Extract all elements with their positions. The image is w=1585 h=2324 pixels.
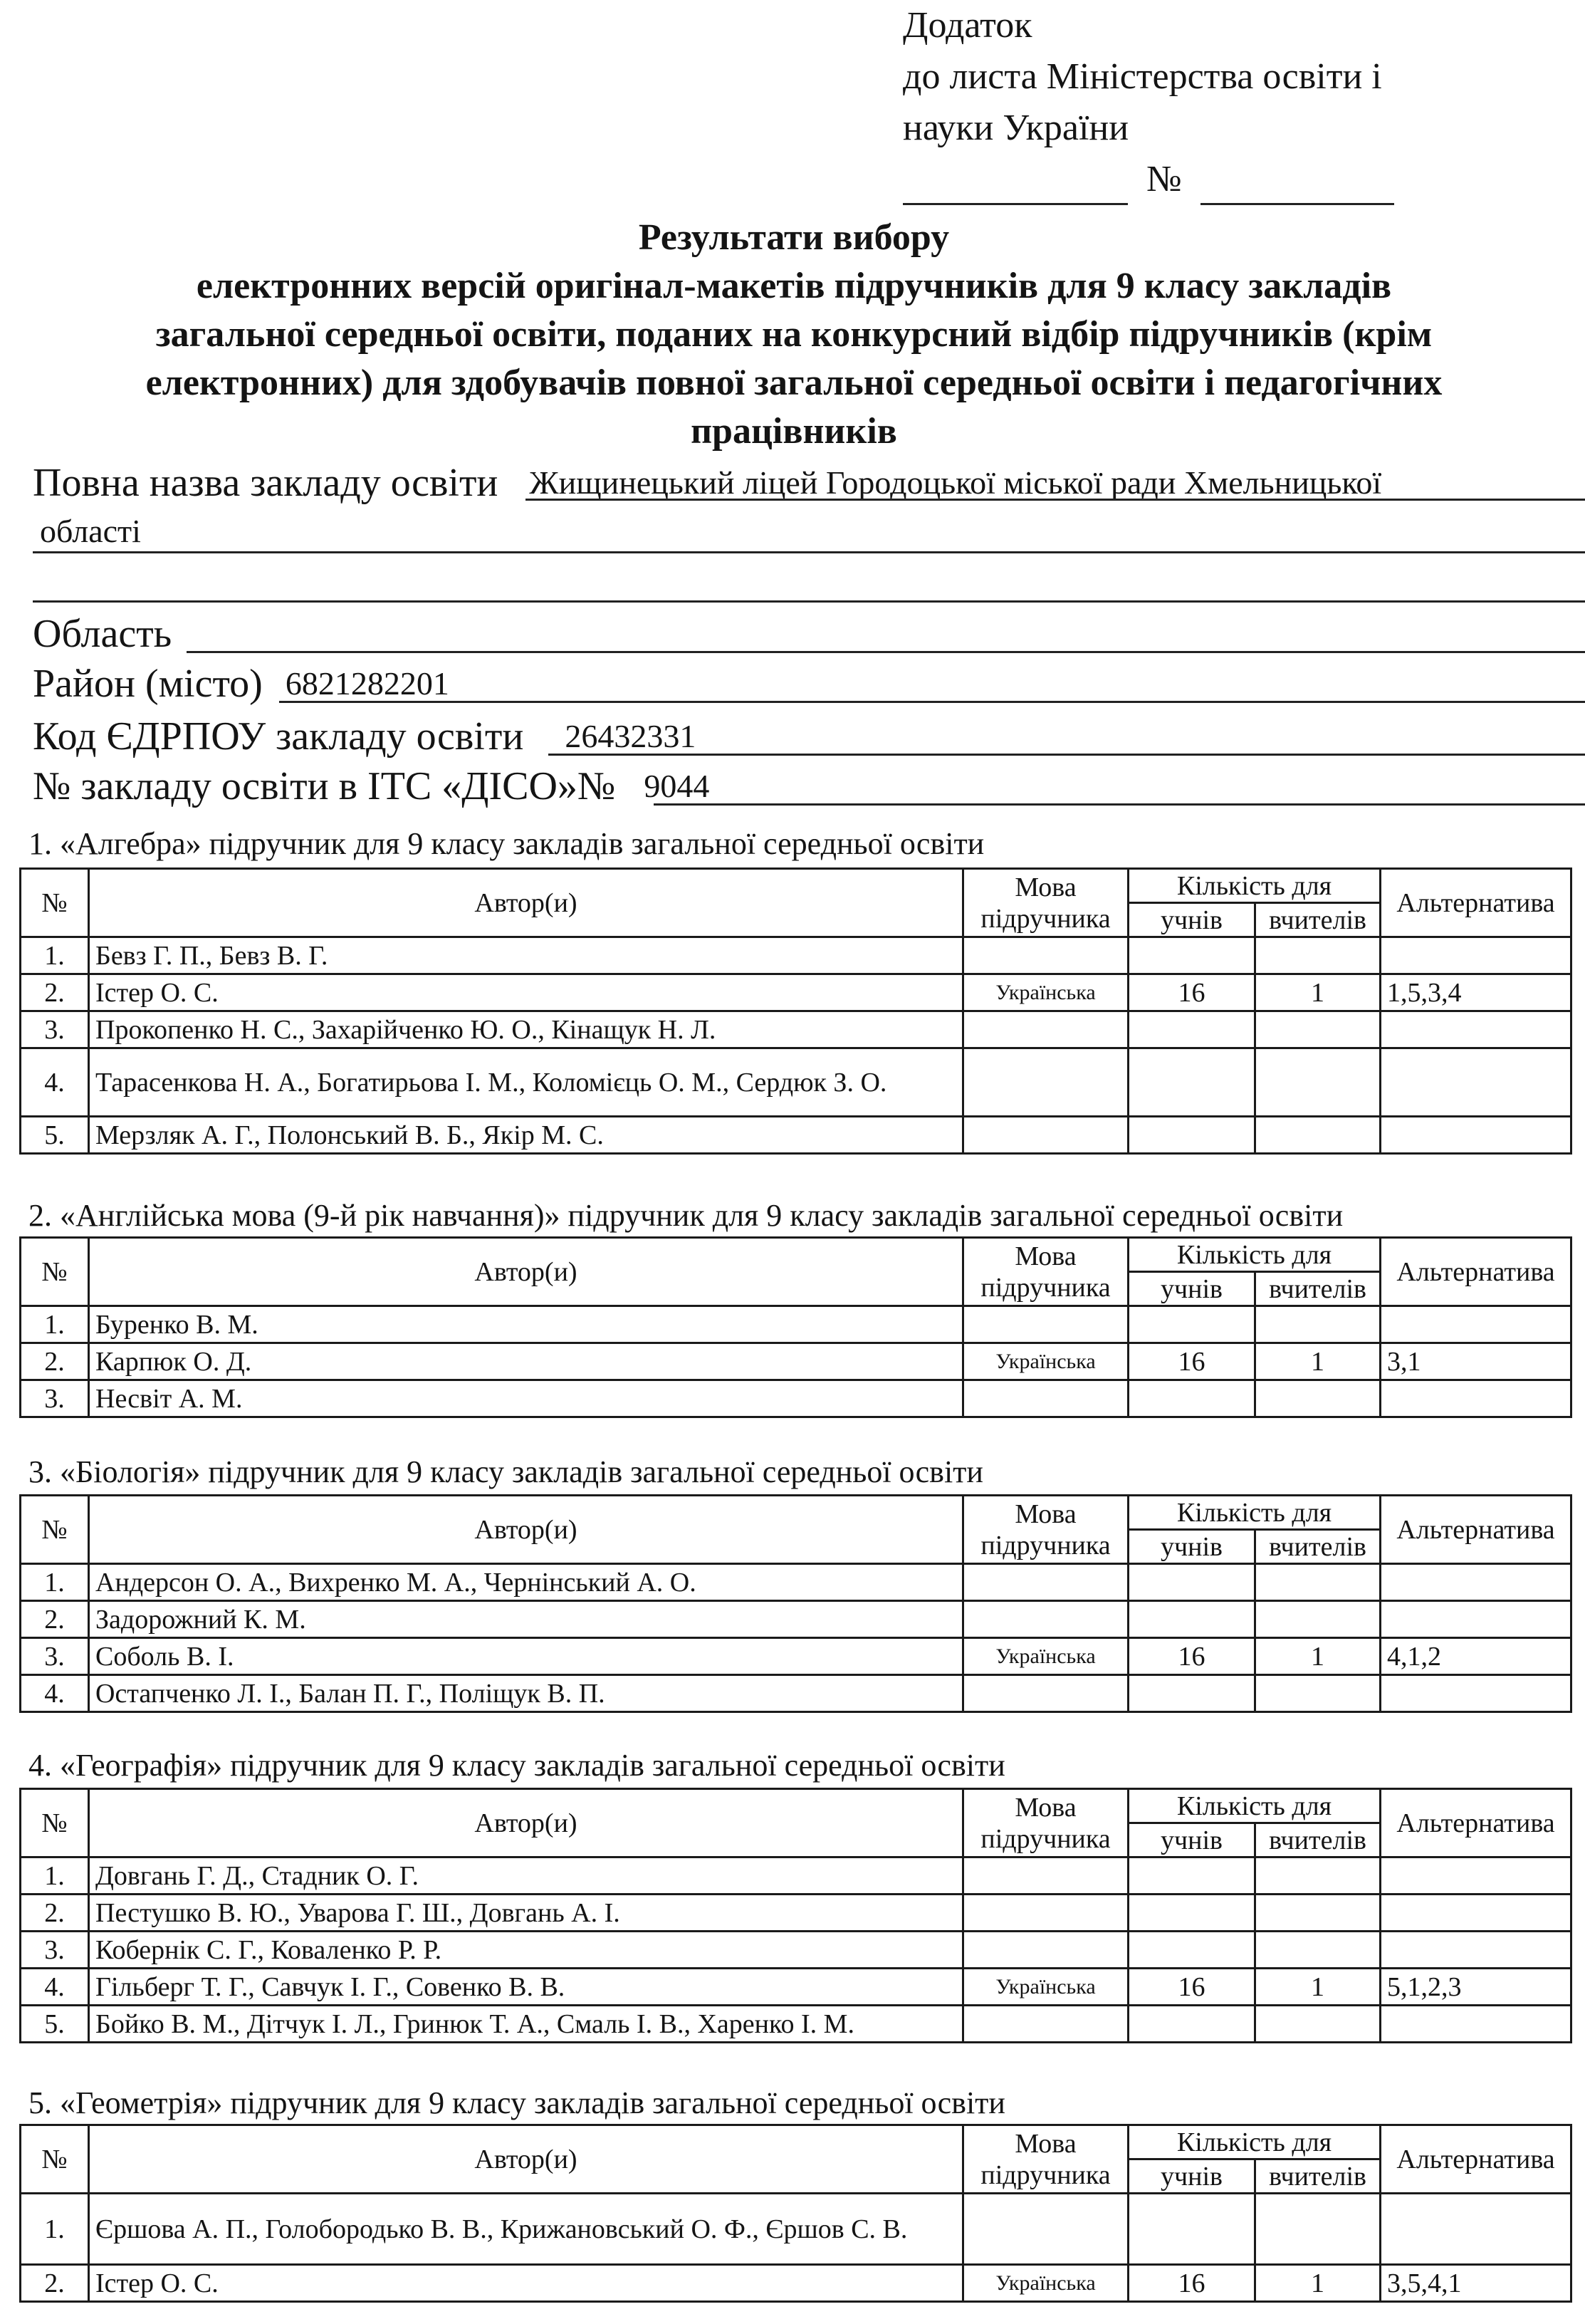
row-language (963, 1564, 1129, 1601)
edrpou-value: 26432331 (565, 718, 696, 754)
heading-line-4: електронних) для здобувачів повної загальної середньої освіти і педагогічних (145, 363, 1443, 403)
header-language-line-1: Мова (1015, 872, 1077, 902)
header-language (963, 869, 1129, 937)
row-teachers-count (1255, 1011, 1381, 1048)
header-number: № (21, 1238, 89, 1306)
row-number: 5. (21, 2006, 89, 2043)
table-header-row (21, 2125, 1571, 2159)
itc-label: № закладу освіти в ІТС «ДІСО»№ (33, 764, 616, 808)
row-language (963, 1011, 1129, 1048)
row-students-count (1129, 2006, 1255, 2043)
textbook-table (19, 867, 1572, 1155)
row-alternative (1381, 2006, 1571, 2043)
row-alternative: 5,1,2,3 (1381, 1969, 1571, 2006)
table-header-row (21, 1496, 1571, 1530)
addendum-line-2: до листа Міністерства освіти і (903, 56, 1382, 97)
row-language (963, 1601, 1129, 1638)
addendum-title: Додаток (903, 5, 1032, 46)
table-row (21, 1932, 1571, 1969)
table-row (21, 1306, 1571, 1343)
row-teachers-count: 1 (1255, 974, 1381, 1011)
row-students-count (1129, 1380, 1255, 1417)
district-value: 6821282201 (285, 665, 449, 702)
table-row (21, 2006, 1571, 2043)
row-authors: Бойко В. М., Дітчук І. Л., Гринюк Т. А., Смаль І. В., Харенко І. М. (89, 2006, 963, 2043)
row-alternative (1381, 1011, 1571, 1048)
row-language (963, 1380, 1129, 1417)
row-teachers-count (1255, 1675, 1381, 1712)
row-teachers-count: 1 (1255, 1638, 1381, 1675)
row-students-count (1129, 1011, 1255, 1048)
row-number: 2. (21, 1601, 89, 1638)
row-number: 2. (21, 1343, 89, 1380)
header-language (963, 1496, 1129, 1564)
row-students-count (1129, 1857, 1255, 1895)
header-teachers: вчителів (1255, 1272, 1381, 1306)
district-label: Район (місто) (33, 662, 263, 706)
header-number: № (21, 1789, 89, 1857)
row-teachers-count (1255, 1895, 1381, 1932)
header-quantity-for: Кількість для (1129, 1789, 1381, 1823)
row-number: 1. (21, 2194, 89, 2265)
row-authors: Єршова А. П., Голобородько В. В., Крижановський О. Ф., Єршов С. В. (89, 2194, 963, 2265)
section-title: 3. «Біологія» підручник для 9 класу закладів загальної середньої освіти (28, 1454, 983, 1489)
row-students-count (1129, 1117, 1255, 1154)
row-alternative (1381, 2194, 1571, 2265)
row-alternative (1381, 1306, 1571, 1343)
row-students-count (1129, 1564, 1255, 1601)
full-name-value-1: Жищинецький ліцей Городоцької міської ради Хмельницької (529, 464, 1382, 501)
row-students-count: 16 (1129, 974, 1255, 1011)
row-number: 4. (21, 1969, 89, 2006)
header-teachers: вчителів (1255, 1530, 1381, 1564)
row-authors: Несвіт А. М. (89, 1380, 963, 1417)
header-alternative: Альтернатива (1381, 1789, 1571, 1857)
blank-line-2 (33, 600, 1585, 603)
header-authors: Автор(и) (89, 1496, 963, 1564)
header-authors: Автор(и) (89, 1238, 963, 1306)
row-number: 3. (21, 1011, 89, 1048)
row-authors: Буренко В. М. (89, 1306, 963, 1343)
row-teachers-count (1255, 1857, 1381, 1895)
table-header-row (21, 1238, 1571, 1272)
heading-line-3: загальної середньої освіти, поданих на конкурсний відбір підручників (крім (155, 314, 1433, 355)
addendum-line-3: науки України (903, 108, 1129, 148)
row-number: 2. (21, 2265, 89, 2302)
row-number: 4. (21, 1675, 89, 1712)
row-language (963, 1895, 1129, 1932)
row-number: 2. (21, 974, 89, 1011)
row-language (963, 1048, 1129, 1117)
row-students-count (1129, 2194, 1255, 2265)
blank-line-1 (33, 551, 1585, 553)
row-students-count: 16 (1129, 1343, 1255, 1380)
table-row (21, 1638, 1571, 1675)
row-students-count (1129, 937, 1255, 974)
header-alternative: Альтернатива (1381, 1496, 1571, 1564)
section-title: 2. «Англійська мова (9-й рік навчання)» підручник для 9 класу закладів загальної середньої освіти (28, 1198, 1344, 1233)
header-language-line-2: підручника (980, 903, 1111, 934)
row-alternative (1381, 1895, 1571, 1932)
row-authors: Кобернік С. Г., Коваленко Р. Р. (89, 1932, 963, 1969)
itc-value: 9044 (644, 768, 710, 804)
row-number: 1. (21, 1564, 89, 1601)
row-number: 2. (21, 1895, 89, 1932)
row-language: Українська (963, 1343, 1129, 1380)
header-language-line-2: підручника (980, 2159, 1111, 2190)
textbook-table (19, 1788, 1572, 2043)
row-students-count: 16 (1129, 1969, 1255, 2006)
table-row (21, 1380, 1571, 1417)
itc-underline (654, 803, 1585, 806)
row-language (963, 1117, 1129, 1154)
header-language (963, 1789, 1129, 1857)
row-teachers-count (1255, 1380, 1381, 1417)
table-row (21, 1048, 1571, 1117)
table-header-row (21, 1789, 1571, 1823)
document-heading (43, 214, 1545, 456)
heading-line-2: електронних версій оригінал-макетів підручників для 9 класу закладів (196, 266, 1392, 306)
full-name-value-2: області (40, 513, 141, 549)
row-authors: Істер О. С. (89, 2265, 963, 2302)
row-number: 3. (21, 1380, 89, 1417)
row-authors: Карпюк О. Д. (89, 1343, 963, 1380)
table-row (21, 1564, 1571, 1601)
section-title: 4. «Географія» підручник для 9 класу закладів загальної середньої освіти (28, 1748, 1005, 1783)
row-alternative (1381, 1857, 1571, 1895)
header-quantity-for: Кількість для (1129, 869, 1381, 903)
table-row (21, 1895, 1571, 1932)
row-alternative (1381, 1564, 1571, 1601)
row-authors: Істер О. С. (89, 974, 963, 1011)
number-blank (1200, 169, 1394, 205)
heading-line-1: Результати вибору (638, 217, 950, 258)
table-row (21, 974, 1571, 1011)
header-language (963, 1238, 1129, 1306)
header-language-line-2: підручника (980, 1823, 1111, 1854)
row-authors: Прокопенко Н. С., Захарійченко Ю. О., Кінащук Н. Л. (89, 1011, 963, 1048)
edrpou-label: Код ЄДРПОУ закладу освіти (33, 714, 524, 759)
table-row (21, 1601, 1571, 1638)
row-alternative: 3,1 (1381, 1343, 1571, 1380)
row-authors: Андерсон О. А., Вихренко М. А., Чернінський А. О. (89, 1564, 963, 1601)
region-underline (187, 651, 1585, 653)
row-alternative (1381, 1380, 1571, 1417)
row-number: 3. (21, 1638, 89, 1675)
row-language: Українська (963, 2265, 1129, 2302)
row-authors: Пестушко В. Ю., Уварова Г. Ш., Довгань А. І. (89, 1895, 963, 1932)
row-authors: Мерзляк А. Г., Полонський В. Б., Якір М. С. (89, 1117, 963, 1154)
header-teachers: вчителів (1255, 903, 1381, 937)
header-students: учнів (1129, 1823, 1255, 1857)
row-teachers-count (1255, 937, 1381, 974)
header-students: учнів (1129, 2159, 1255, 2194)
header-alternative: Альтернатива (1381, 2125, 1571, 2194)
row-alternative: 3,5,4,1 (1381, 2265, 1571, 2302)
row-students-count (1129, 1601, 1255, 1638)
header-language-line-1: Мова (1015, 2128, 1077, 2159)
row-teachers-count (1255, 2194, 1381, 2265)
edrpou-underline (548, 754, 1585, 756)
row-students-count (1129, 1675, 1255, 1712)
header-teachers: вчителів (1255, 2159, 1381, 2194)
row-alternative (1381, 1932, 1571, 1969)
header-language-line-2: підручника (980, 1530, 1111, 1560)
row-language (963, 2194, 1129, 2265)
header-teachers: вчителів (1255, 1823, 1381, 1857)
header-quantity-for: Кількість для (1129, 1496, 1381, 1530)
table-row (21, 1675, 1571, 1712)
table-row (21, 1011, 1571, 1048)
header-number: № (21, 869, 89, 937)
row-alternative: 1,5,3,4 (1381, 974, 1571, 1011)
row-authors: Соболь В. І. (89, 1638, 963, 1675)
row-language (963, 937, 1129, 974)
heading-line-5: працівників (691, 411, 897, 452)
table-row (21, 2265, 1571, 2302)
header-authors: Автор(и) (89, 2125, 963, 2194)
row-language (963, 1675, 1129, 1712)
row-teachers-count (1255, 1306, 1381, 1343)
header-authors: Автор(и) (89, 869, 963, 937)
number-sign: № (1146, 159, 1182, 199)
row-students-count (1129, 1932, 1255, 1969)
row-teachers-count (1255, 1601, 1381, 1638)
row-number: 1. (21, 1857, 89, 1895)
row-teachers-count: 1 (1255, 2265, 1381, 2302)
addendum-block (903, 0, 1394, 205)
full-name-label: Повна назва закладу освіти (33, 461, 498, 505)
row-alternative (1381, 937, 1571, 974)
table-row (21, 1969, 1571, 2006)
row-teachers-count (1255, 1564, 1381, 1601)
row-teachers-count: 1 (1255, 1969, 1381, 2006)
row-students-count (1129, 1895, 1255, 1932)
full-name-continuation (40, 504, 1585, 556)
row-authors: Гільберг Т. Г., Савчук І. Г., Совенко В. В. (89, 1969, 963, 2006)
row-number: 1. (21, 937, 89, 974)
header-alternative: Альтернатива (1381, 1238, 1571, 1306)
header-number: № (21, 1496, 89, 1564)
row-number: 1. (21, 1306, 89, 1343)
table-row (21, 1857, 1571, 1895)
header-alternative: Альтернатива (1381, 869, 1571, 937)
header-language-line-1: Мова (1015, 1792, 1077, 1823)
header-quantity-for: Кількість для (1129, 1238, 1381, 1272)
header-authors: Автор(и) (89, 1789, 963, 1857)
row-alternative (1381, 1601, 1571, 1638)
header-language-line-2: підручника (980, 1272, 1111, 1303)
row-teachers-count (1255, 2006, 1381, 2043)
section-title: 5. «Геометрія» підручник для 9 класу закладів загальної середньої освіти (28, 2085, 1005, 2120)
date-blank (903, 169, 1128, 205)
row-number: 3. (21, 1932, 89, 1969)
table-row (21, 937, 1571, 974)
region-label: Область (33, 612, 172, 656)
full-name-underline (525, 499, 1585, 501)
row-language (963, 1306, 1129, 1343)
row-language (963, 2006, 1129, 2043)
row-students-count (1129, 1048, 1255, 1117)
row-teachers-count (1255, 1048, 1381, 1117)
row-students-count: 16 (1129, 1638, 1255, 1675)
row-alternative (1381, 1048, 1571, 1117)
header-language-line-1: Мова (1015, 1241, 1077, 1271)
textbook-table (19, 1494, 1572, 1713)
row-language: Українська (963, 1638, 1129, 1675)
header-students: учнів (1129, 903, 1255, 937)
row-authors: Тарасенкова Н. А., Богатирьова І. М., Коломієць О. М., Сердюк З. О. (89, 1048, 963, 1117)
row-alternative: 4,1,2 (1381, 1638, 1571, 1675)
table-row (21, 1343, 1571, 1380)
row-authors: Остапченко Л. І., Балан П. Г., Поліщук В. П. (89, 1675, 963, 1712)
header-students: учнів (1129, 1272, 1255, 1306)
textbook-table (19, 2124, 1572, 2303)
row-authors: Задорожний К. М. (89, 1601, 963, 1638)
section-title: 1. «Алгебра» підручник для 9 класу закладів загальної середньої освіти (28, 826, 985, 861)
row-number: 5. (21, 1117, 89, 1154)
row-teachers-count (1255, 1932, 1381, 1969)
row-alternative (1381, 1117, 1571, 1154)
table-row (21, 1117, 1571, 1154)
header-language (963, 2125, 1129, 2194)
row-students-count (1129, 1306, 1255, 1343)
header-students: учнів (1129, 1530, 1255, 1564)
row-teachers-count: 1 (1255, 1343, 1381, 1380)
row-alternative (1381, 1675, 1571, 1712)
table-header-row (21, 869, 1571, 903)
district-underline (279, 701, 1585, 703)
header-number: № (21, 2125, 89, 2194)
addendum-number-line (903, 154, 1394, 205)
row-students-count: 16 (1129, 2265, 1255, 2302)
row-language: Українська (963, 974, 1129, 1011)
textbook-table (19, 1236, 1572, 1418)
row-language (963, 1857, 1129, 1895)
row-authors: Бевз Г. П., Бевз В. Г. (89, 937, 963, 974)
row-teachers-count (1255, 1117, 1381, 1154)
row-number: 4. (21, 1048, 89, 1117)
row-language (963, 1932, 1129, 1969)
table-row (21, 2194, 1571, 2265)
header-language-line-1: Мова (1015, 1499, 1077, 1529)
row-authors: Довгань Г. Д., Стадник О. Г. (89, 1857, 963, 1895)
header-quantity-for: Кількість для (1129, 2125, 1381, 2159)
row-language: Українська (963, 1969, 1129, 2006)
